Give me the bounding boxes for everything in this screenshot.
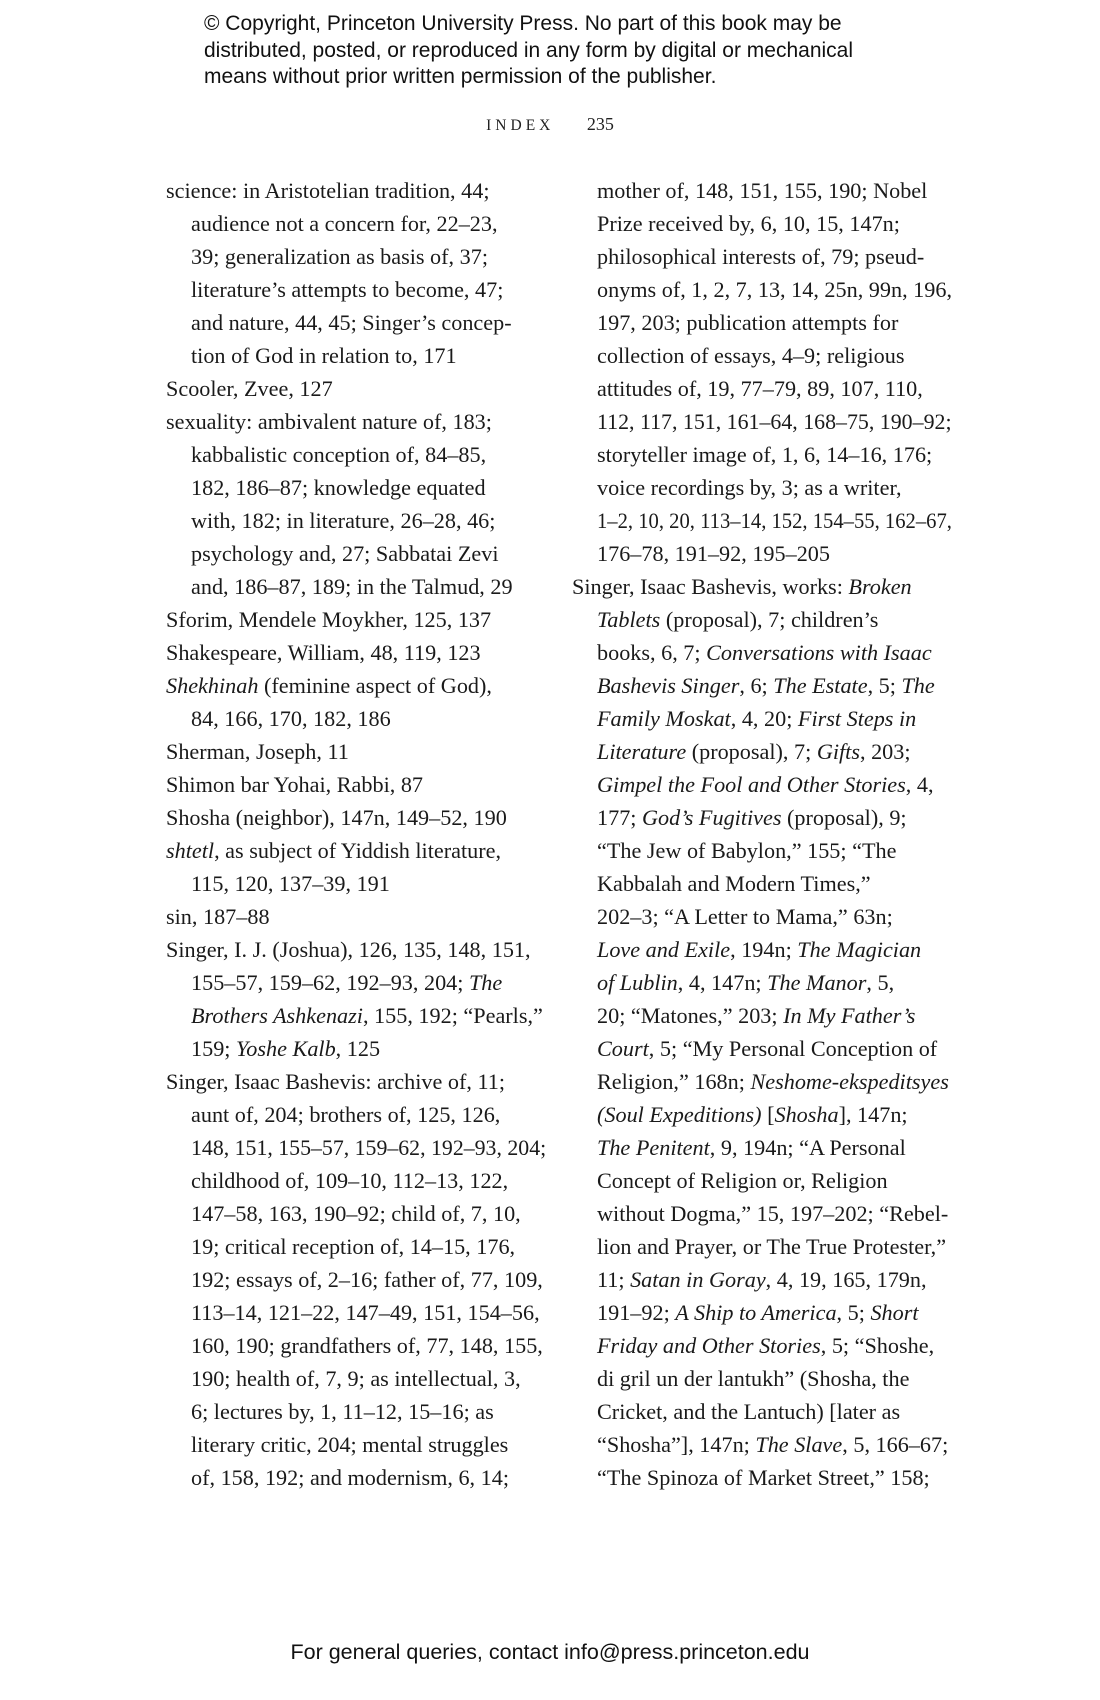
page-number: 235 bbox=[586, 114, 614, 134]
index-entry-continuation bbox=[166, 1164, 546, 1197]
index-text: , 125 bbox=[335, 1036, 381, 1061]
index-entry-continuation bbox=[572, 636, 952, 669]
index-entry bbox=[166, 603, 546, 636]
index-entry-continuation bbox=[166, 504, 546, 537]
index-line-text bbox=[166, 174, 490, 207]
index-line-text bbox=[166, 735, 349, 768]
index-entry-continuation bbox=[572, 834, 952, 867]
index-text: Religion,” 168n; bbox=[597, 1069, 751, 1094]
index-line-text bbox=[166, 603, 491, 636]
index-line-text bbox=[191, 1461, 509, 1494]
index-text-italic: Family Moskat bbox=[597, 706, 731, 731]
index-entry-continuation bbox=[572, 537, 952, 570]
index-line-text bbox=[191, 1098, 500, 1131]
index-line-text bbox=[191, 867, 390, 900]
index-line-text bbox=[166, 405, 492, 438]
index-line-text bbox=[597, 834, 896, 867]
index-entry-continuation bbox=[166, 1263, 546, 1296]
index-text-italic: The Slave bbox=[755, 1432, 843, 1457]
index-entry-continuation bbox=[166, 867, 546, 900]
index-text: “The Spinoza of Market Street,” 158; bbox=[597, 1465, 930, 1490]
index-line-text bbox=[191, 999, 543, 1032]
index-text-italic: Neshome-ekspeditsyes bbox=[750, 1069, 949, 1094]
index-line-text bbox=[191, 1395, 494, 1428]
index-line-text bbox=[166, 669, 492, 702]
index-text: (proposal), 7; bbox=[686, 739, 817, 764]
index-text: Singer, Isaac Bashevis: archive of, 11; bbox=[166, 1069, 506, 1094]
index-entry bbox=[166, 174, 546, 207]
index-text-italic: Literature bbox=[597, 739, 687, 764]
index-entry-continuation bbox=[166, 207, 546, 240]
index-text: Sforim, Mendele Moykher, 125, 137 bbox=[166, 607, 492, 632]
index-entry-continuation bbox=[572, 1098, 952, 1131]
index-line-text bbox=[597, 306, 898, 339]
index-text-italic: Bashevis Singer bbox=[597, 673, 740, 698]
index-line-text bbox=[597, 240, 924, 273]
index-text: 160, 190; grandfathers of, 77, 148, 155, bbox=[191, 1333, 543, 1358]
index-text: sexuality: ambivalent nature of, 183; bbox=[166, 409, 492, 434]
index-line-text bbox=[597, 669, 935, 702]
index-text: attitudes of, 19, 77–79, 89, 107, 110, bbox=[597, 376, 923, 401]
index-entry-continuation bbox=[166, 1230, 546, 1263]
index-entry-continuation bbox=[572, 1428, 952, 1461]
index-entry-continuation bbox=[572, 207, 952, 240]
index-text: , 203; bbox=[859, 739, 911, 764]
index-entry bbox=[166, 405, 546, 438]
index-text-italic: Brothers Ashkenazi bbox=[191, 1003, 363, 1028]
index-line-text bbox=[191, 537, 498, 570]
index-text: storyteller image of, 1, 6, 14–16, 176; bbox=[597, 442, 933, 467]
index-line-text bbox=[597, 735, 911, 768]
index-line-text bbox=[191, 1164, 508, 1197]
index-text: , 5; bbox=[836, 1300, 871, 1325]
index-entry-continuation bbox=[166, 471, 546, 504]
index-text: , 5; “Shoshe, bbox=[820, 1333, 935, 1358]
index-entry-continuation bbox=[572, 999, 952, 1032]
index-text: , 4, 19, 165, 179n, bbox=[765, 1267, 927, 1292]
index-line-text bbox=[191, 1362, 521, 1395]
index-entry-continuation bbox=[572, 669, 952, 702]
index-text: (feminine aspect of God), bbox=[258, 673, 492, 698]
index-line-text bbox=[191, 504, 495, 537]
index-entry-continuation bbox=[572, 1197, 952, 1230]
index-line-text bbox=[597, 702, 916, 735]
index-text: 155–57, 159–62, 192–93, 204; bbox=[191, 970, 469, 995]
index-line-text bbox=[597, 207, 900, 240]
index-entry-continuation bbox=[572, 603, 952, 636]
index-text: sin, 187–88 bbox=[166, 904, 270, 929]
index-text-italic: shtetl bbox=[166, 838, 215, 863]
running-head bbox=[0, 114, 1100, 135]
index-entry-continuation bbox=[166, 1032, 546, 1065]
index-entry-continuation bbox=[572, 372, 952, 405]
index-text: di gril un der lantukh” (Shosha, the bbox=[597, 1366, 910, 1391]
index-line-text bbox=[597, 504, 952, 537]
copyright-notice bbox=[204, 11, 964, 91]
index-text: 159; bbox=[191, 1036, 236, 1061]
index-entry-continuation bbox=[572, 438, 952, 471]
index-text-italic: Satan in Goray bbox=[630, 1267, 766, 1292]
index-entry bbox=[166, 1065, 546, 1098]
index-line-text bbox=[191, 1296, 540, 1329]
index-entry bbox=[572, 570, 952, 603]
index-text-italic: Tablets bbox=[597, 607, 661, 632]
index-text: 84, 166, 170, 182, 186 bbox=[191, 706, 391, 731]
index-text: 176–78, 191–92, 195–205 bbox=[597, 541, 830, 566]
index-text-italic: First Steps in bbox=[797, 706, 917, 731]
index-text-italic: Gifts bbox=[816, 739, 860, 764]
index-entry-continuation bbox=[572, 801, 952, 834]
index-line-text bbox=[191, 1230, 515, 1263]
index-text-italic: Shekhinah bbox=[166, 673, 259, 698]
index-text: lion and Prayer, or The True Protester,” bbox=[597, 1234, 947, 1259]
index-text: aunt of, 204; brothers of, 125, 126, bbox=[191, 1102, 501, 1127]
index-entry-continuation bbox=[572, 900, 952, 933]
index-entry-continuation bbox=[166, 1329, 546, 1362]
index-line-text bbox=[191, 306, 512, 339]
index-text-italic: Shosha bbox=[774, 1102, 839, 1127]
index-line-text bbox=[597, 1263, 927, 1296]
index-text: 11; bbox=[597, 1267, 631, 1292]
index-entry-continuation bbox=[166, 537, 546, 570]
index-text-italic: Short bbox=[870, 1300, 919, 1325]
index-line-text bbox=[597, 900, 893, 933]
index-text: kabbalistic conception of, 84–85, bbox=[191, 442, 487, 467]
index-line-text bbox=[597, 1296, 919, 1329]
index-text: mother of, 148, 151, 155, 190; Nobel bbox=[597, 178, 928, 203]
index-line-text bbox=[191, 339, 457, 372]
index-text-italic: The Manor bbox=[767, 970, 867, 995]
index-entry-continuation bbox=[166, 1428, 546, 1461]
index-line-text bbox=[597, 438, 932, 471]
index-entry-continuation bbox=[572, 1395, 952, 1428]
index-entry-continuation bbox=[572, 735, 952, 768]
index-line-text bbox=[597, 867, 871, 900]
copyright-line: distributed, posted, or reproduced in any form by digital or mechanical bbox=[204, 38, 854, 62]
index-line-text bbox=[166, 834, 501, 867]
index-text: collection of essays, 4–9; religious bbox=[597, 343, 905, 368]
index-column-right bbox=[572, 174, 952, 1494]
index-text: Shimon bar Yohai, Rabbi, 87 bbox=[166, 772, 424, 797]
index-text: (proposal), 9; bbox=[781, 805, 907, 830]
index-text: , 194n; bbox=[730, 937, 798, 962]
index-text: 197, 203; publication attempts for bbox=[597, 310, 899, 335]
index-text-italic: (Soul Expeditions) bbox=[597, 1102, 762, 1127]
index-text: onyms of, 1, 2, 7, 13, 14, 25n, 99n, 196, bbox=[597, 277, 952, 302]
index-text-italic: Gimpel the Fool and Other Stories bbox=[597, 772, 906, 797]
index-text-italic: The Magician bbox=[797, 937, 922, 962]
index-entry-continuation bbox=[166, 570, 546, 603]
index-line-text bbox=[597, 1164, 888, 1197]
index-line-text bbox=[597, 768, 933, 801]
index-entry-continuation bbox=[166, 1362, 546, 1395]
index-entry-continuation bbox=[572, 1263, 952, 1296]
index-entry-continuation bbox=[572, 471, 952, 504]
index-entry bbox=[166, 669, 546, 702]
index-entry bbox=[166, 768, 546, 801]
index-entry-continuation bbox=[572, 867, 952, 900]
index-text: Shosha (neighbor), 147n, 149–52, 190 bbox=[166, 805, 507, 830]
index-entry-continuation bbox=[166, 1131, 546, 1164]
index-text: with, 182; in literature, 26–28, 46; bbox=[191, 508, 496, 533]
index-text: Singer, Isaac Bashevis, works: bbox=[572, 574, 849, 599]
index-text: 115, 120, 137–39, 191 bbox=[191, 871, 390, 896]
copyright-line: means without prior written permission of the publisher. bbox=[204, 65, 717, 88]
index-text: 190; health of, 7, 9; as intellectual, 3, bbox=[191, 1366, 521, 1391]
index-entry-continuation bbox=[166, 1098, 546, 1131]
index-entry-continuation bbox=[572, 339, 952, 372]
index-entry-continuation bbox=[572, 768, 952, 801]
index-entry-continuation bbox=[166, 306, 546, 339]
index-entry-continuation bbox=[166, 702, 546, 735]
index-line-text bbox=[166, 900, 270, 933]
index-text: , as subject of Yiddish literature, bbox=[214, 838, 502, 863]
index-line-text bbox=[597, 405, 952, 438]
index-line-text bbox=[597, 1032, 937, 1065]
index-text: [ bbox=[761, 1102, 775, 1127]
index-line-text bbox=[597, 933, 921, 966]
index-entry-continuation bbox=[572, 702, 952, 735]
index-text-italic: Conversations with Isaac bbox=[706, 640, 932, 665]
index-text-italic: The bbox=[901, 673, 935, 698]
index-line-text bbox=[166, 768, 423, 801]
index-text: 177; bbox=[597, 805, 642, 830]
index-text: 1–2, 10, 20, 113–14, 152, 154–55, 162–67, bbox=[597, 508, 952, 533]
index-text: Concept of Religion or, Religion bbox=[597, 1168, 888, 1193]
index-text: science: in Aristotelian tradition, 44; bbox=[166, 178, 490, 203]
index-entry-continuation bbox=[572, 405, 952, 438]
index-line-text bbox=[191, 273, 503, 306]
index-text-italic: The bbox=[468, 970, 503, 995]
index-entry bbox=[166, 834, 546, 867]
index-entry-continuation bbox=[572, 966, 952, 999]
index-text-italic: of Lublin bbox=[597, 970, 678, 995]
index-text-italic: God’s Fugitives bbox=[642, 805, 782, 830]
index-line-text bbox=[166, 933, 531, 966]
index-text-italic: The Penitent bbox=[597, 1135, 710, 1160]
index-line-text bbox=[166, 801, 507, 834]
index-text: without Dogma,” 15, 197–202; “Rebel- bbox=[597, 1201, 949, 1226]
index-text-italic: Love and Exile bbox=[597, 937, 731, 962]
index-text: , 5, 166–67; bbox=[842, 1432, 949, 1457]
index-line-text bbox=[597, 636, 932, 669]
index-text: books, 6, 7; bbox=[597, 640, 707, 665]
index-text-italic: Court bbox=[597, 1036, 649, 1061]
index-text: of, 158, 192; and modernism, 6, 14; bbox=[191, 1465, 509, 1490]
index-text: voice recordings by, 3; as a writer, bbox=[597, 475, 902, 500]
index-text: , 9, 194n; “A Personal bbox=[709, 1135, 906, 1160]
index-line-text bbox=[597, 999, 915, 1032]
index-text: 113–14, 121–22, 147–49, 151, 154–56, bbox=[191, 1300, 540, 1325]
index-entry bbox=[166, 801, 546, 834]
index-text-italic: Broken bbox=[848, 574, 912, 599]
index-line-text bbox=[597, 1131, 906, 1164]
index-text: Singer, I. J. (Joshua), 126, 135, 148, 151, bbox=[166, 937, 531, 962]
index-line-text bbox=[597, 801, 907, 834]
index-entry-continuation bbox=[572, 174, 952, 207]
index-line-text bbox=[597, 372, 923, 405]
index-line-text bbox=[597, 1395, 900, 1428]
index-entry-continuation bbox=[572, 1362, 952, 1395]
index-line-text bbox=[191, 438, 486, 471]
running-head-title: INDEX bbox=[486, 117, 555, 134]
index-text: psychology and, 27; Sabbatai Zevi bbox=[191, 541, 499, 566]
index-text: , 4, 147n; bbox=[677, 970, 768, 995]
index-text: tion of God in relation to, 171 bbox=[191, 343, 457, 368]
index-text: and nature, 44, 45; Singer’s concep- bbox=[191, 310, 512, 335]
index-line-text bbox=[191, 1329, 543, 1362]
index-text: 147–58, 163, 190–92; child of, 7, 10, bbox=[191, 1201, 521, 1226]
index-entry-continuation bbox=[572, 273, 952, 306]
index-text: philosophical interests of, 79; pseud- bbox=[597, 244, 925, 269]
index-line-text bbox=[597, 1230, 946, 1263]
index-line-text bbox=[191, 207, 498, 240]
index-line-text bbox=[191, 1197, 521, 1230]
index-text: Cricket, and the Lantuch) [later as bbox=[597, 1399, 901, 1424]
index-text: , 5; “My Personal Conception of bbox=[648, 1036, 938, 1061]
index-entry bbox=[166, 636, 546, 669]
index-entry-continuation bbox=[166, 339, 546, 372]
index-text: , 5, bbox=[866, 970, 895, 995]
index-text: ], 147n; bbox=[838, 1102, 908, 1127]
index-line-text bbox=[191, 570, 513, 603]
index-text-italic: Friday and Other Stories bbox=[597, 1333, 821, 1358]
index-entry bbox=[166, 372, 546, 405]
index-entry-continuation bbox=[572, 1065, 952, 1098]
index-text: , 5; bbox=[867, 673, 902, 698]
index-line-text bbox=[166, 636, 481, 669]
index-entry-continuation bbox=[572, 504, 952, 537]
index-text-italic: Yoshe Kalb bbox=[236, 1036, 336, 1061]
index-entry-continuation bbox=[166, 240, 546, 273]
index-entry-continuation bbox=[572, 1461, 952, 1494]
index-text: 39; generalization as basis of, 37; bbox=[191, 244, 488, 269]
index-text-italic: In My Father’s bbox=[783, 1003, 916, 1028]
index-text: 112, 117, 151, 161–64, 168–75, 190–92; bbox=[597, 409, 952, 434]
index-entry bbox=[166, 900, 546, 933]
index-entry-continuation bbox=[572, 240, 952, 273]
index-text: , 6; bbox=[739, 673, 774, 698]
index-entry-continuation bbox=[166, 999, 546, 1032]
index-line-text bbox=[597, 273, 952, 306]
index-text: 192; essays of, 2–16; father of, 77, 109, bbox=[191, 1267, 543, 1292]
index-entry-continuation bbox=[166, 438, 546, 471]
index-line-text bbox=[166, 372, 333, 405]
index-text: , 4, 20; bbox=[730, 706, 798, 731]
index-text: 191–92; bbox=[597, 1300, 676, 1325]
index-text: 202–3; “A Letter to Mama,” 63n; bbox=[597, 904, 893, 929]
index-line-text bbox=[597, 471, 902, 504]
index-line-text bbox=[597, 174, 927, 207]
index-entry-continuation bbox=[572, 1131, 952, 1164]
index-entry-continuation bbox=[166, 1461, 546, 1494]
index-line-text bbox=[597, 1065, 949, 1098]
index-text: and, 186–87, 189; in the Talmud, 29 bbox=[191, 574, 513, 599]
index-text: literature’s attempts to become, 47; bbox=[191, 277, 504, 302]
index-text: (proposal), 7; children’s bbox=[660, 607, 879, 632]
index-entry-continuation bbox=[572, 1230, 952, 1263]
index-text: literary critic, 204; mental struggles bbox=[191, 1432, 509, 1457]
index-text-italic: The Estate bbox=[773, 673, 868, 698]
index-text: 20; “Matones,” 203; bbox=[597, 1003, 784, 1028]
index-entry-continuation bbox=[166, 1197, 546, 1230]
index-line-text bbox=[191, 1131, 546, 1164]
index-text: Prize received by, 6, 10, 15, 147n; bbox=[597, 211, 900, 236]
index-text: , 155, 192; “Pearls,” bbox=[362, 1003, 543, 1028]
index-entry-continuation bbox=[166, 966, 546, 999]
index-line-text bbox=[597, 966, 894, 999]
index-text: 148, 151, 155–57, 159–62, 192–93, 204; bbox=[191, 1135, 547, 1160]
index-line-text bbox=[572, 570, 912, 603]
index-line-text bbox=[597, 1329, 934, 1362]
index-entry-continuation bbox=[166, 1296, 546, 1329]
index-text: Shakespeare, William, 48, 119, 123 bbox=[166, 640, 481, 665]
index-entry-continuation bbox=[572, 1164, 952, 1197]
index-line-text bbox=[597, 603, 878, 636]
index-line-text bbox=[597, 1197, 948, 1230]
index-text: 19; critical reception of, 14–15, 176, bbox=[191, 1234, 516, 1259]
index-column-left bbox=[166, 174, 546, 1494]
index-entry-continuation bbox=[572, 306, 952, 339]
index-line-text bbox=[597, 339, 904, 372]
index-entry-continuation bbox=[166, 1395, 546, 1428]
index-line-text bbox=[597, 1362, 909, 1395]
index-text: audience not a concern for, 22–23, bbox=[191, 211, 498, 236]
index-line-text bbox=[166, 1065, 505, 1098]
footer-contact: For general queries, contact info@press.princeton.edu bbox=[290, 1640, 810, 1664]
index-line-text bbox=[597, 1098, 908, 1131]
index-line-text bbox=[597, 1428, 948, 1461]
index-line-text bbox=[191, 966, 502, 999]
index-text: Kabbalah and Modern Times,” bbox=[597, 871, 871, 896]
index-entry bbox=[166, 933, 546, 966]
index-text-italic: A Ship to America bbox=[675, 1300, 837, 1325]
index-line-text bbox=[191, 1032, 380, 1065]
index-text: 6; lectures by, 1, 11–12, 15–16; as bbox=[191, 1399, 494, 1424]
index-entry bbox=[166, 735, 546, 768]
index-text: “Shosha”], 147n; bbox=[597, 1432, 756, 1457]
index-line-text bbox=[191, 1263, 543, 1296]
index-entry-continuation bbox=[166, 273, 546, 306]
index-entry-continuation bbox=[572, 1329, 952, 1362]
index-line-text bbox=[597, 537, 830, 570]
index-text: “The Jew of Babylon,” 155; “The bbox=[597, 838, 897, 863]
index-text: Scooler, Zvee, 127 bbox=[166, 376, 333, 401]
index-text: childhood of, 109–10, 112–13, 122, bbox=[191, 1168, 509, 1193]
index-line-text bbox=[191, 702, 391, 735]
index-line-text bbox=[597, 1461, 930, 1494]
index-text: Sherman, Joseph, 11 bbox=[166, 739, 349, 764]
index-line-text bbox=[191, 240, 488, 273]
copyright-line: © Copyright, Princeton University Press. No part of this book may be bbox=[204, 12, 842, 35]
index-entry-continuation bbox=[572, 1296, 952, 1329]
index-entry-continuation bbox=[572, 1032, 952, 1065]
index-entry-continuation bbox=[572, 933, 952, 966]
index-line-text bbox=[191, 471, 486, 504]
index-text: 182, 186–87; knowledge equated bbox=[191, 475, 486, 500]
index-text: , 4, bbox=[905, 772, 934, 797]
index-line-text bbox=[191, 1428, 508, 1461]
